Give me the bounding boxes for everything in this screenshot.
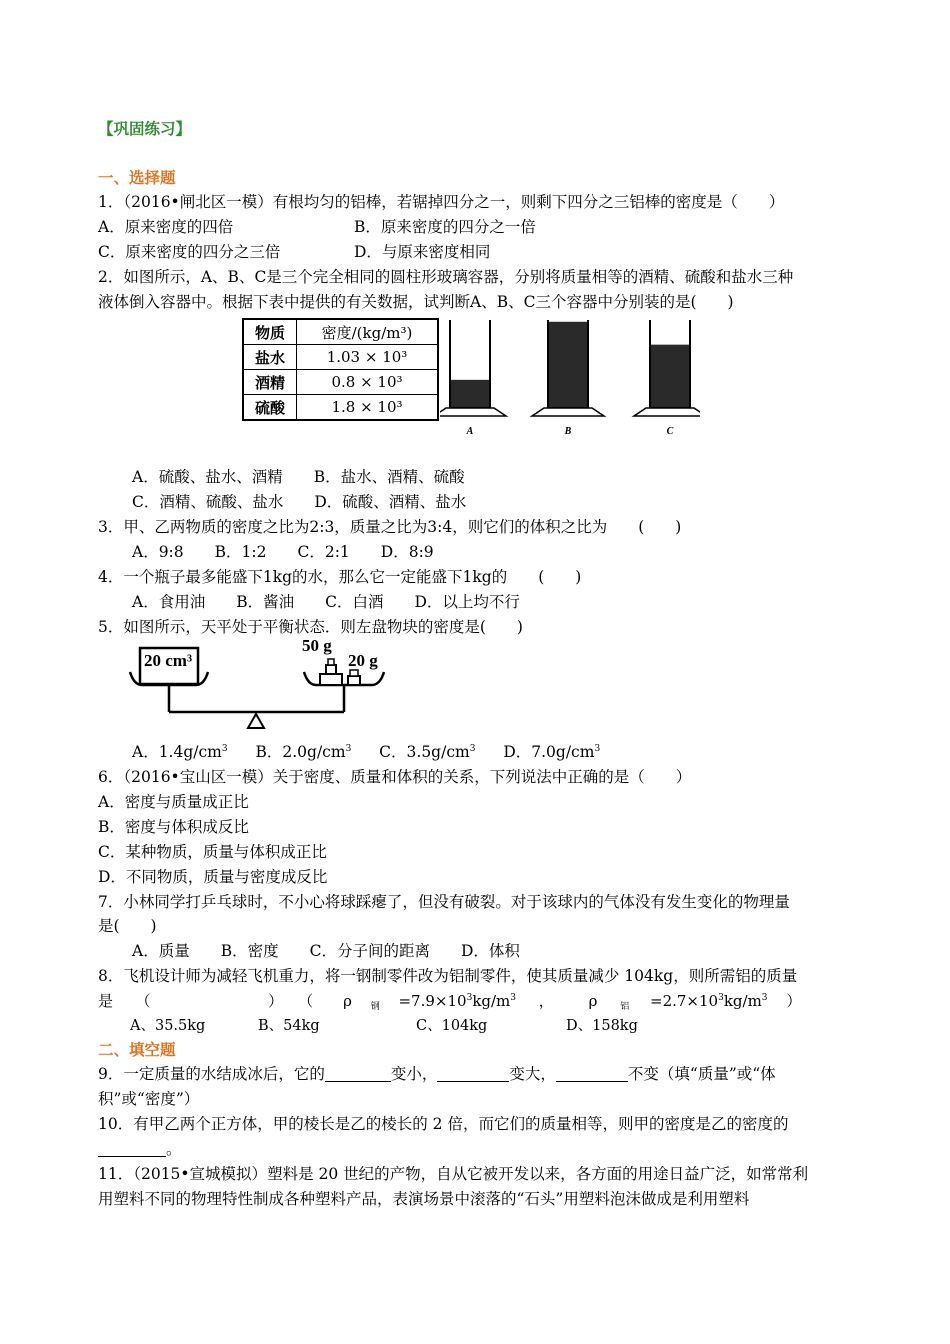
- container-label: A: [466, 426, 474, 437]
- part-title-choice: 一、选择题: [98, 168, 176, 187]
- container-base: [532, 408, 604, 416]
- q10-line2: [98, 1137, 182, 1161]
- q4-stem: 4．一个瓶子最多能盛下1kg的水，那么它一定能盛下1kg的 ( ): [98, 568, 582, 586]
- q8-comma: ，: [538, 992, 554, 1010]
- liquid-fill: [650, 345, 690, 408]
- q1-option-d: D．与原来密度相同: [354, 243, 491, 261]
- q8-stem-rho-steel: ） （ ρ: [268, 992, 352, 1010]
- table-cell-value: 1.8 × 10³: [297, 395, 439, 421]
- block-volume-label: 20 cm³: [144, 651, 193, 670]
- q7-stem-line1: 7．小林同学打乒乓球时，不小心将球踩瘪了，但没有破裂。对于该球内的气体没有发生变化的物理量: [98, 893, 790, 911]
- container-b: [532, 320, 604, 437]
- table-header-cell: 密度/(kg/m³): [297, 319, 439, 345]
- superscript: 3: [761, 993, 768, 1003]
- superscript: 3: [469, 744, 476, 754]
- q6-option-b: B．密度与体积成反比: [98, 818, 249, 836]
- q9-text-2: 变小，: [390, 1065, 438, 1083]
- density-table: [242, 318, 439, 421]
- q8-option-b: B、54kg: [258, 1018, 320, 1034]
- answer-blank[interactable]: [437, 1065, 509, 1082]
- superscript: 3: [718, 993, 724, 1003]
- q5-option-c: C．3.5g/cm: [379, 743, 470, 761]
- q8-steel-density: =7.9×10: [398, 992, 467, 1010]
- answer-blank[interactable]: [98, 1140, 166, 1157]
- q9-line2: 积”或“密度”）: [98, 1090, 200, 1108]
- q5-option-a: A．1.4g/cm: [132, 743, 222, 761]
- table-cell-name: 酒精: [243, 370, 297, 395]
- weight-20g-label: 20 g: [348, 651, 378, 670]
- q1-stem: 1．（2016•闸北区一模）有根均匀的铝棒，若锯掉四分之一，则剩下四分之三铝棒的密度是（ ）: [98, 193, 785, 211]
- containers-figure: [440, 312, 700, 442]
- q8-close-paren: ）: [786, 992, 802, 1010]
- q8-steel-unit: kg/m: [472, 992, 511, 1010]
- q2-stem-line2: 液体倒入容器中。根据下表中提供的有关数据，试判断A、B、C三个容器中分别装的是( ): [98, 293, 734, 311]
- q6-option-c: C．某种物质，质量与体积成正比: [98, 843, 327, 861]
- q9-text-3: 变大，: [509, 1065, 556, 1083]
- q1-option-b: B．原来密度的四分之一倍: [354, 218, 536, 236]
- q5-stem: 5．如图所示，天平处于平衡状态．则左盘物块的密度是( ): [98, 618, 523, 636]
- q6-option-d: D．不同物质，质量与密度成反比: [98, 868, 328, 886]
- q7-stem-line2: 是( ): [98, 917, 157, 935]
- container-label: B: [564, 426, 572, 437]
- q11-line1: 11．（2015•宣城模拟）塑料是 20 世纪的产物，自从它被开发以来，各方面的用途日益广泛，如常常利: [98, 1165, 809, 1183]
- weight-50g-label: 50 g: [302, 636, 332, 655]
- q5-options: [132, 740, 600, 764]
- table-cell-value: 0.8 × 10³: [297, 370, 439, 395]
- container-label: C: [666, 426, 674, 437]
- q4-options: A．食用油 B．酱油 C．白酒 D．以上均不行: [132, 593, 520, 611]
- q10-line1: 10．有甲乙两个正方体，甲的棱长是乙的棱长的 2 倍，而它们的质量相等，则甲的密度是乙的密度的: [98, 1115, 789, 1133]
- subscript-steel: 钢: [370, 1002, 380, 1012]
- table-header-cell: 物质: [243, 319, 297, 345]
- q6-option-a: A．密度与质量成正比: [98, 793, 249, 811]
- superscript: 3: [221, 744, 228, 754]
- q5-option-d: D．7.0g/cm: [503, 743, 595, 761]
- q1-option-c: C．原来密度的四分之三倍: [98, 243, 281, 261]
- container-base: [634, 408, 700, 416]
- q6-stem: 6．（2016•宝山区一模）关于密度、质量和体积的关系，下列说法中正确的是（ ）: [98, 768, 692, 786]
- q8-option-d: D、158kg: [566, 1018, 638, 1034]
- superscript: 3: [510, 993, 517, 1003]
- table-header-row: [243, 319, 438, 345]
- container-a: [440, 320, 506, 437]
- q2-options-line1: A．硫酸、盐水、酒精 B．盐水、酒精、硫酸: [132, 468, 465, 486]
- q8-aluminum-density: =2.7×10: [650, 992, 719, 1010]
- q2-options-line2: C．酒精、硫酸、盐水 D．硫酸、酒精、盐水: [132, 493, 467, 511]
- answer-blank[interactable]: [556, 1065, 628, 1082]
- superscript: 3: [594, 744, 601, 754]
- q1-option-a: A．原来密度的四倍: [98, 218, 234, 236]
- q8-stem-line2: [98, 989, 801, 1013]
- container-c: [634, 320, 700, 437]
- q9-text-1: 9．一定质量的水结成冰后，它的: [98, 1065, 325, 1083]
- table-row: [243, 370, 438, 395]
- q11-line2: 用塑料不同的物理特性制成各种塑料产品，表演场景中滚落的“石头”用塑料泡沫做成是利用塑料: [98, 1190, 750, 1208]
- table-cell-value: 1.03 × 10³: [297, 345, 439, 370]
- q8-stem-line1: 8．飞机设计师为减轻飞机重力，将一钢制零件改为铝制零件，使其质量减少 104kg，则所需铝的质量: [98, 967, 798, 985]
- q9-text-4: 不变（填“质量”或“体: [627, 1065, 776, 1083]
- container-base: [440, 408, 506, 416]
- superscript: 3: [345, 744, 352, 754]
- part-title-fill: 二、填空题: [98, 1040, 176, 1059]
- section-title: 【巩固练习】: [98, 119, 192, 138]
- table-row: [243, 395, 438, 421]
- q2-stem-line1: 2．如图所示，A、B、C是三个完全相同的圆柱形玻璃容器，分别将质量相等的酒精、硫酸和盐水三种: [98, 268, 794, 286]
- q8-option-c: C、104kg: [416, 1018, 488, 1034]
- q8-rho-aluminum: ρ: [588, 992, 598, 1010]
- table-cell-name: 盐水: [243, 345, 297, 370]
- liquid-fill: [548, 322, 588, 408]
- q8-option-a: A、35.5kg: [130, 1018, 206, 1034]
- q10-text-end: 。: [166, 1140, 182, 1158]
- q5-option-b: B．2.0g/cm: [255, 743, 346, 761]
- q3-stem: 3．甲、乙两物质的密度之比为2:3，质量之比为3:4，则它们的体积之比为 ( ): [98, 518, 682, 536]
- table-cell-name: 硫酸: [243, 395, 297, 421]
- q8-aluminum-unit: kg/m: [723, 992, 762, 1010]
- answer-blank[interactable]: [325, 1065, 391, 1082]
- q9-line1: [98, 1062, 776, 1086]
- q3-options: A．9:8 B．1:2 C．2:1 D．8:9: [132, 543, 434, 561]
- superscript: 3: [466, 993, 473, 1003]
- q7-options: A．质量 B．密度 C．分子间的距离 D．体积: [132, 942, 520, 960]
- q8-stem-start: 是 （: [98, 992, 151, 1010]
- table-row: [243, 345, 438, 370]
- liquid-fill: [450, 380, 490, 408]
- subscript-aluminum: 铝: [620, 1002, 630, 1012]
